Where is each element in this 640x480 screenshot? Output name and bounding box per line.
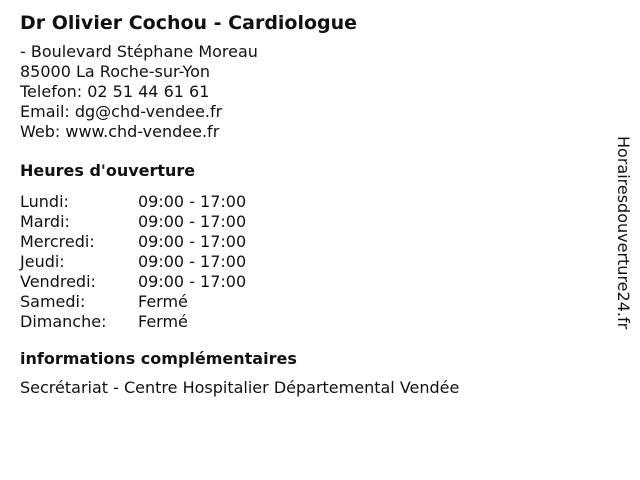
email-line[interactable]: Email: dg@chd-vendee.fr — [20, 102, 223, 121]
city-line: 85000 La Roche-sur-Yon — [20, 62, 211, 81]
hours-row-monday — [20, 192, 600, 212]
day-label: Lundi: — [20, 192, 69, 211]
time-value: 09:00 - 17:00 — [138, 272, 247, 291]
address-block — [20, 42, 600, 142]
time-value: Fermé — [138, 292, 188, 311]
day-label: Vendredi: — [20, 272, 96, 291]
day-label: Mardi: — [20, 212, 70, 231]
street-line: - Boulevard Stéphane Moreau — [20, 42, 258, 61]
time-value: 09:00 - 17:00 — [138, 232, 247, 251]
hours-row-friday — [20, 272, 600, 292]
website-line[interactable]: Web: www.chd-vendee.fr — [20, 122, 220, 141]
page-title: Dr Olivier Cochou - Cardiologue — [20, 12, 358, 34]
time-value: Fermé — [138, 312, 188, 331]
day-label: Jeudi: — [20, 252, 65, 271]
opening-hours-table — [20, 192, 600, 332]
day-label: Samedi: — [20, 292, 86, 311]
hours-row-wednesday — [20, 232, 600, 252]
site-watermark: Horairesdouverture24.fr — [614, 136, 633, 330]
additional-info-text: Secrétariat - Centre Hospitalier Départemental Vendée — [20, 378, 460, 397]
time-value: 09:00 - 17:00 — [138, 192, 247, 211]
time-value: 09:00 - 17:00 — [138, 212, 247, 231]
day-label: Dimanche: — [20, 312, 107, 331]
hours-row-tuesday — [20, 212, 600, 232]
phone-line[interactable]: Telefon: 02 51 44 61 61 — [20, 82, 210, 101]
hours-row-saturday — [20, 292, 600, 312]
additional-info-title: informations complémentaires — [20, 349, 297, 368]
time-value: 09:00 - 17:00 — [138, 252, 247, 271]
hours-row-sunday — [20, 312, 600, 332]
day-label: Mercredi: — [20, 232, 95, 251]
opening-hours-title: Heures d'ouverture — [20, 161, 196, 180]
business-info-card — [20, 10, 600, 398]
hours-row-thursday — [20, 252, 600, 272]
